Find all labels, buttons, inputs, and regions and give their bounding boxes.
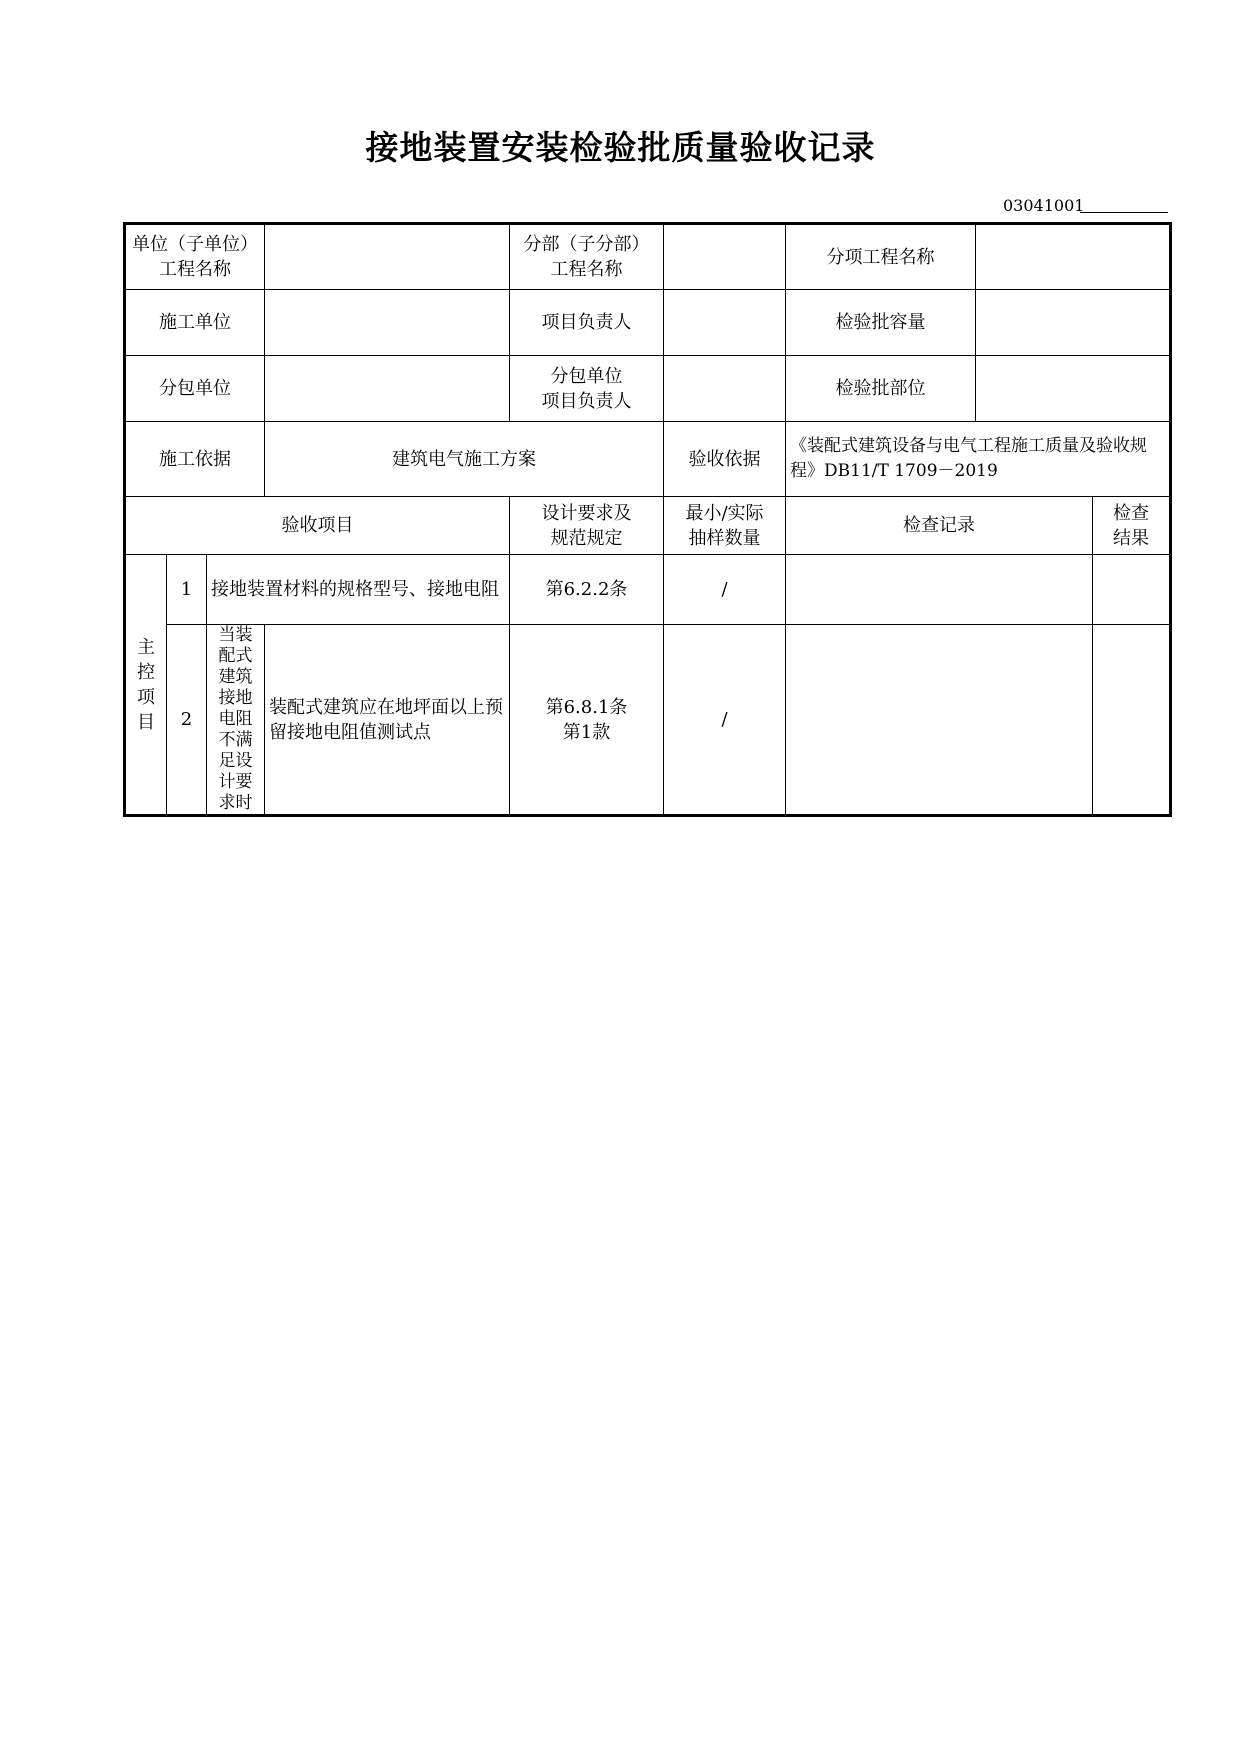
item-text: 装配式建筑应在地坪面以上预留接地电阻值测试点 bbox=[265, 625, 510, 816]
item-name-label: 分项工程名称 bbox=[786, 224, 976, 290]
item-sample: / bbox=[664, 625, 786, 816]
division-value[interactable] bbox=[664, 224, 786, 290]
subcontractor-value[interactable] bbox=[265, 356, 510, 422]
row-number: 2 bbox=[167, 625, 207, 816]
col-item: 验收项目 bbox=[125, 497, 510, 555]
item-text: 接地装置材料的规格型号、接地电阻 bbox=[207, 555, 510, 625]
item-record[interactable] bbox=[786, 625, 1093, 816]
project-leader-value[interactable] bbox=[664, 290, 786, 356]
unit-name-label: 单位（子单位） 工程名称 bbox=[125, 224, 265, 290]
batch-capacity-label: 检验批容量 bbox=[786, 290, 976, 356]
unit-name-value[interactable] bbox=[265, 224, 510, 290]
form-code: 03041001 bbox=[1003, 196, 1085, 215]
item-name-value[interactable] bbox=[976, 224, 1171, 290]
item-clause: 第6.2.2条 bbox=[510, 555, 664, 625]
col-record: 检查记录 bbox=[786, 497, 1093, 555]
item-result[interactable] bbox=[1093, 625, 1171, 816]
col-design: 设计要求及 规范规定 bbox=[510, 497, 664, 555]
subcontract-leader-label: 分包单位 项目负责人 bbox=[510, 356, 664, 422]
batch-capacity-value[interactable] bbox=[976, 290, 1171, 356]
col-result: 检查 结果 bbox=[1093, 497, 1171, 555]
division-label: 分部（子分部） 工程名称 bbox=[510, 224, 664, 290]
basis-value: 建筑电气施工方案 bbox=[265, 422, 664, 497]
contractor-label: 施工单位 bbox=[125, 290, 265, 356]
subcontractor-label: 分包单位 bbox=[125, 356, 265, 422]
main-control-label: 主 控 项 目 bbox=[125, 555, 167, 816]
acceptance-basis-value: 《装配式建筑设备与电气工程施工质量及验收规程》DB11/T 1709－2019 bbox=[786, 422, 1171, 497]
page-title: 接地装置安装检验批质量验收记录 bbox=[365, 128, 876, 167]
form-code-blank bbox=[1080, 212, 1168, 213]
basis-label: 施工依据 bbox=[125, 422, 265, 497]
condition-text: 当装 配式 建筑 接地 电阻 不满 足设 计要 求时 bbox=[207, 625, 265, 816]
item-sample: / bbox=[664, 555, 786, 625]
batch-location-label: 检验批部位 bbox=[786, 356, 976, 422]
acceptance-basis-label: 验收依据 bbox=[664, 422, 786, 497]
inspection-record-table bbox=[123, 222, 1172, 817]
subcontract-leader-value[interactable] bbox=[664, 356, 786, 422]
col-sample: 最小/实际 抽样数量 bbox=[664, 497, 786, 555]
item-record[interactable] bbox=[786, 555, 1093, 625]
item-clause: 第6.8.1条 第1款 bbox=[510, 625, 664, 816]
item-result[interactable] bbox=[1093, 555, 1171, 625]
row-number: 1 bbox=[167, 555, 207, 625]
project-leader-label: 项目负责人 bbox=[510, 290, 664, 356]
contractor-value[interactable] bbox=[265, 290, 510, 356]
batch-location-value[interactable] bbox=[976, 356, 1171, 422]
